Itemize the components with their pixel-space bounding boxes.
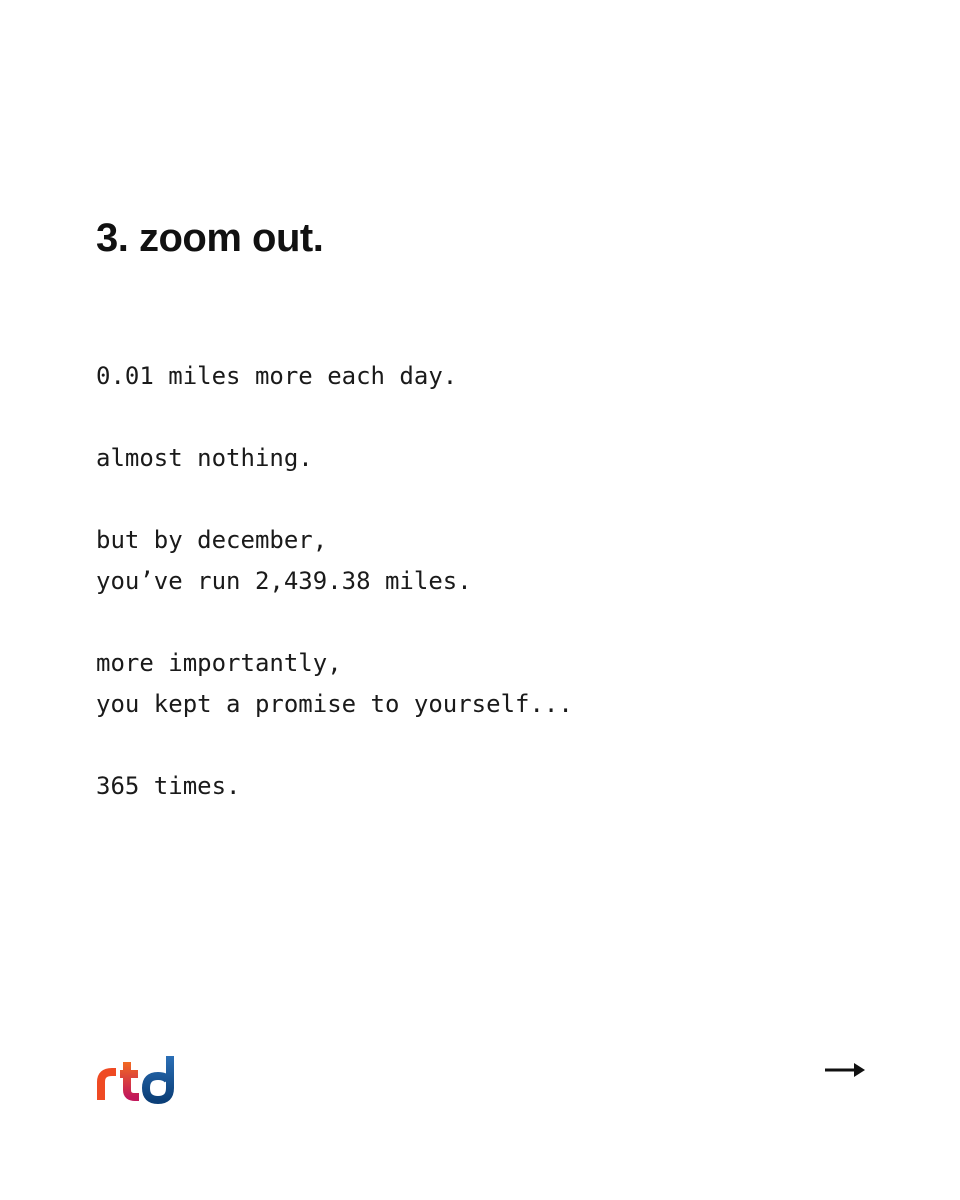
rtd-logo [96, 1052, 180, 1108]
logo-letter-t [120, 1062, 139, 1097]
paragraph-gap [96, 602, 573, 643]
paragraph-line: more importantly, [96, 649, 342, 677]
page-title: 3. zoom out. [96, 216, 324, 260]
logo-letter-r [101, 1072, 116, 1100]
paragraph-line: but by december, [96, 526, 328, 554]
paragraph-line: almost nothing. [96, 444, 313, 472]
paragraph-gap [96, 479, 573, 520]
arrow-right-icon[interactable] [822, 1056, 868, 1084]
paragraph-line: you’ve run 2,439.38 miles. [96, 567, 472, 595]
slide-body [96, 356, 573, 807]
paragraph-line: you kept a promise to yourself... [96, 690, 573, 718]
paragraph-line: 0.01 miles more each day. [96, 362, 458, 390]
paragraph-line: 365 times. [96, 772, 241, 800]
logo-letter-d [146, 1056, 170, 1100]
paragraph-gap [96, 397, 573, 438]
paragraph-gap [96, 725, 573, 766]
